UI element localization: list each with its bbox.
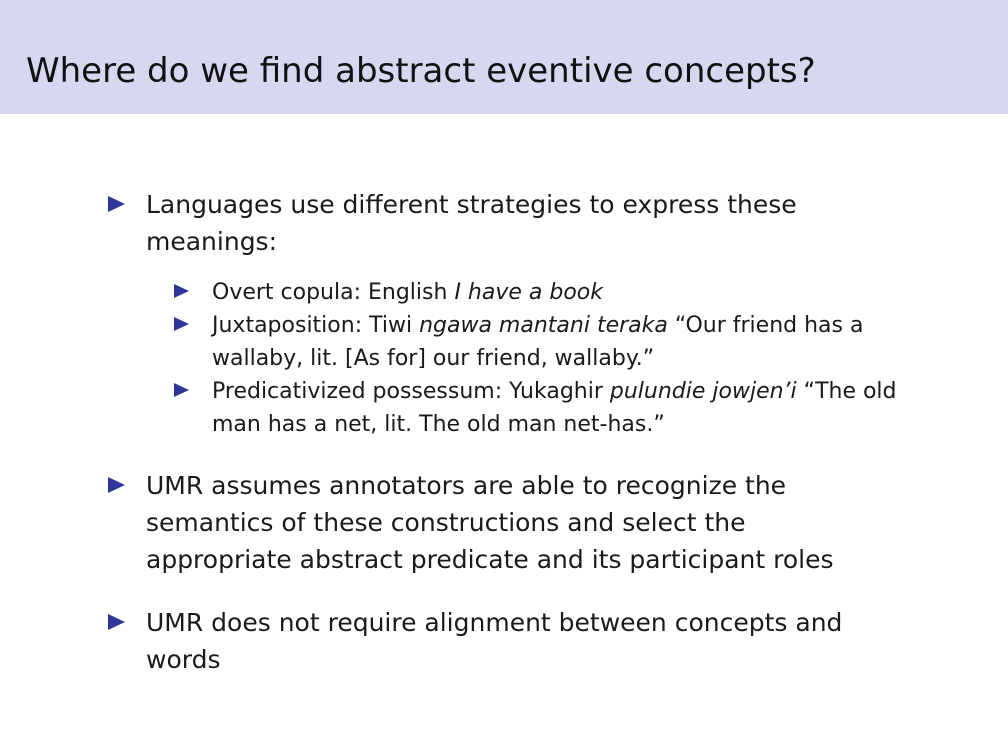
- slide-content: [108, 186, 968, 678]
- bullet-languages-strategies: [108, 186, 968, 260]
- triangle-right-icon: [174, 284, 189, 298]
- bullet-text: Languages use different strategies to express these meanings:: [146, 190, 797, 256]
- bullet-text: UMR does not require alignment between concepts and words: [146, 608, 843, 674]
- bullet-text: UMR assumes annotators are able to recognize the semantics of these constructions and select the appropriate abstract predicate and its participant roles: [146, 471, 834, 574]
- bullet-umr-alignment: [108, 604, 968, 678]
- sub-bullet-predicativized-possessum: [174, 375, 968, 441]
- triangle-right-icon: [108, 477, 125, 493]
- triangle-right-icon: [108, 196, 125, 212]
- sub-bullet-lead: Juxtaposition: Tiwi: [212, 313, 420, 338]
- bullet-umr-annotators: [108, 467, 968, 578]
- strategy-sublist: [174, 276, 968, 441]
- sub-bullet-lead: Predicativized possessum: Yukaghir: [212, 379, 610, 404]
- triangle-right-icon: [174, 383, 189, 397]
- example-phrase: ngawa mantani teraka: [419, 313, 668, 338]
- sub-bullet-text: [212, 276, 932, 309]
- triangle-right-icon: [174, 317, 189, 331]
- sub-bullet-text: [212, 309, 932, 375]
- sub-bullet-lead: Overt copula: English: [212, 280, 455, 305]
- triangle-right-icon: [108, 614, 125, 630]
- sub-bullet-overt-copula: [174, 276, 968, 309]
- sub-bullet-text: [212, 375, 932, 441]
- slide-title: Where do we find abstract eventive concepts?: [26, 51, 816, 91]
- sub-bullet-gloss: “Our friend has a wallaby, lit. [As for] our friend, wallaby.”: [212, 313, 864, 371]
- example-phrase: pulundie jowjen’i: [609, 379, 797, 404]
- example-phrase: I have a book: [454, 280, 603, 305]
- sub-bullet-gloss: “The old man has a net, lit. The old man net-has.”: [212, 379, 897, 437]
- sub-bullet-juxtaposition: [174, 309, 968, 375]
